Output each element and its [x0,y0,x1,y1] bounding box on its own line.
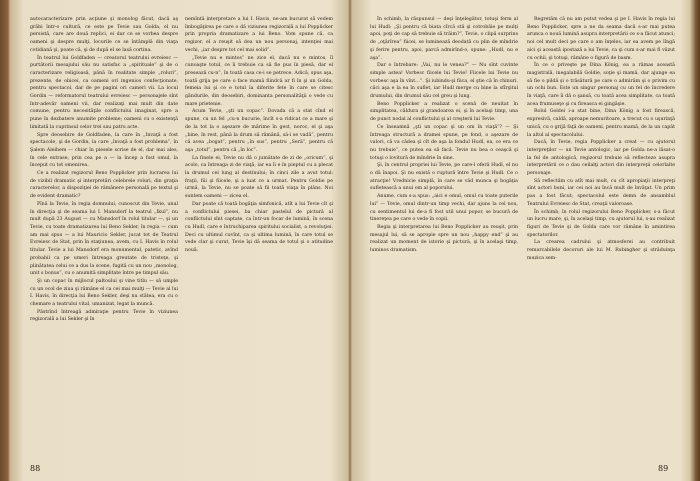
paragraph: Regretăm că nu am putut vedea şi pe I. Havis în regia lui Beno Popplicker, spre a ne da seama dacă s-ar mai putea arunca o nouă lumină asupra interpretării ce s-a făcut atunci; noi cel mult deci pe care o am înţeles, iar ea avem pe lîngă aici şi această ipostază a lui Tevie, ca şi cum s-ar mai fi văzut cu ochii, şi totuşi, rămâne o figură de basm. [527,17,675,61]
right-page [352,0,688,481]
paragraph: nemîntă interpretare a lui I. Havis, ne-am bucurat să vedem îmbogăţirea pe care o dă viziunea regizorală a lui Popplicker prin propria dramatizare a lui Beno. Vom spune că, ca regizor, el a reuşit să dea un nou personaj, intenţiei mai vechi, „iar despre tot cel mai solid”. [185,17,333,53]
paragraph: Dar poate că toată bogăţia simfonică, atît a lui Tevie cît şi a conflictului piesei, ba chiar pastelul de pictură al conflictului sînt captate, ca într-un focar de lumină, în scena cu Hudl, care e întruchiparea spiritului socialist, a revoluţiei. Deci cu ultimul cuvînt, ca şi ultima lumină, în care totul se vede clar şi curat, Tevie îşi dă seama de totul şi o atitudine nouă. [185,201,333,254]
left-page [10,0,348,481]
paragraph: În schimb, în rolul regizorului Beno Popplicker, s-a făcut un lucru mare, şi, în acelaşi timp, cu ajutorul lui, s-au realizat figuri de Tevie şi de Golda care vor rămâne în amintirea spectatorilor. [527,209,675,238]
paragraph: Şi, în centrul propriei lui Tevie, pe care-l oferă Hudl, el nu o dă înapoi. Şi nu există o ruptură între Tevie şi Hudl. Ce o atracţie! Vrednicie simplă, în care se văd munca şi bogăţia sufletească a unui om al poporului. [370,163,518,192]
right-page-column-2 [527,16,675,263]
paragraph: În schimb, la răspunsul — deşi înţelegător, totuşi ferm al lui Hudl: „Şi pentru că biata cîrcă stă şi cotrobăie pe mulţi apoi, poţi de cap să trebuie să trăim?”, Tevie, o clipă surprins de „oţărîrea” fiicei, se luminează deodată cu plin de mîndrie şi ferire pentru, apoi, parcă admirînd-o, spune: „Hudl, nu e aşa”. [370,17,518,61]
paragraph: Spre deosebire de Goldfaden, la care în „Invaţă a fost spectacole, şi de Gordin, la care „învaţă a fost problema”, în Şalem Aleihem — chiar în piesele scrise de el, dar mai ales, în cele extrase, prin cea pe a — la încep a fost omul, la început cu tot omenirea. [30,132,178,169]
paragraph: Rolul Goldei i-a stat bine, Dina König a fost firească, expresivă, caldă, aproape nemuritoare, a trecut cu o uşurinţă unică, cu o grijă faţă de oameni, pentru mamă, de la un capăt la altul al spectacolului. [527,109,675,138]
paragraph: Beno Popplicker a realizat o scenă de neuitat în simplitatea, căldura şi grandoarea ei, şi în acelaşi timp, una de punct nodal al conflictului şi al creşterii lui Tevie. [370,101,518,123]
paragraph: În teatrul lui Goldfaden — creatorul teatrului evreiesc — purtătorii mesajului său nu satisfac a „spirituale” şi de o caracterizare religioasă, până în realitate simple „roluri”, prezente, de obicei, ca oameni ori ingenios confecţionate, pentru spectacol, dar de pe pagini ori cameri vii. La locul Gordin — reformatorul teatrului evreiesc — personajele sînt într-adevăr oameni vii, dar realizaţi mai mult din date comune, pentru necesităţile conflictului imaginat, spre a pune în dezbatere anumite probleme; oameni cu o existenţă limitată la cuprinsul celor trei sau patru acte. [30,55,178,130]
paragraph: „Tevie nu e mintos” ne zice el, dacă nu e mintos, îl cunoaşte totul, ce îi trebuie ca să fie pus în piesă, dar el presează cu-n”, în toată casa ce-i se petrece. Adică, spus aşa, toată grija pe care o face mamă fiindcă ar fi în şi un Golda, femeia lui şi ce e totul la diferite fete în care se citesc gândurile, din deosebiri, dominanta personalităţii o vede cu mare prietenie. [185,55,333,107]
paragraph: Dacă, în Tevie, regia Popplicker a creat — cu ajutorul interpreţilor — un Tevie antologic, iar pe Golda ne-a lăsat-o la fel de antologică, regizorul trebuie să reflecteze asupra interpretării ce o dau ceilalţi actori din interpreţii celorlalte personaje. [527,140,675,177]
paragraph: Ce înseamnă „şti un copac şi un om în viaţă”? — Şi întreaga structură a dramei spune, pe fond, o aşezare de valori, că va cădea şi cît de aşa la fondul Hudl, ea, ce era ce nu trebuie”, ce putea ea să facă. Tevie nu bea o ceaşcă şi totuşi o lovitură de mîndrie în sine. [370,124,518,161]
paragraph: Să reflectăm cu atît mai mult, cu cît apropiaţii interpreţi sînt actori buni, iar cei noi au încă mult de învăţat. Un prim pas a fost făcut; spectacolul este demn de ansamblul Teatrului Evreiesc de Stat, creaţii valoroase. [527,178,675,207]
paragraph: Şi un copac în mijlocul paltoului şi vine titlu — să umple cu un ocol de ziua şi rămâne el ca cei mai mulţi — Tevie al lui I. Havis, în direcţia lui Beno Sekler, deşi nu stătea, era cu o chemare a teatrului vital, umanizat, legat la muncă. [30,278,178,308]
paragraph: Păstrînd întreagă admiraţie pentru Tevie în viziunea regizorală a lui Sekler şi în [30,309,178,323]
left-page-column-2 [185,16,333,255]
right-page-column-1 [370,16,518,255]
paragraph: Dar o întrebare: „Vai, nu le venea?” — Nu sînt cuvinte simple astea! Vorbesc fiicele lui Tevie! Fiicele lui Tevie nu vorbesc aşa în vînt…”. Şi iubindu-şi fiica, el ştie că în chinuri, căci aşa e la ea în suflet, iar Hudl merge cu bine la sfîrşitul drumului, din drumul său cel greu şi lung. [370,63,518,100]
page-number-left: 88 [30,464,41,473]
left-page-column-1 [30,16,178,324]
paragraph: La crearea cadrului şi atmosferei au contribuit remarcabilele decoruri ale lui M. Rubingher şi străduinţa muzica sem- [527,240,675,261]
paragraph: Ce a realizat regizorul Beno Popplicker prin lucrarea lui de vizibil dramatic şi interpretări celebrele roluri, din graţia caracterelor, a dispoziţiei de rămânere personală pe textul şi de evident dramatic? [30,171,178,200]
paragraph: La finele ei, Tevie nu dă o jumătate de zi de „oricum”, şi acolo, ca întreaga zi de viaţă, iar ea îi e în pieptul cu a plecat la drumul cel lung al destinului; în cinci zile a avut totul: fraţii, fiii şi fiicele, şi a luat ce a urmat. Pentru Goldie pe urmă, la Tevie, nu se poate să fii toată viaţa în plâns. Noi suntem oameni — zicea el. [185,155,333,200]
paragraph: autocaracterizare prin acţiune şi monolog făcut, dacă aş grăbi într-o cultură, ce este pe Tevie sau Golda, el nu persistă, care are două replici, ei dar ce se vorbea despre oameni şi despre mulţi, locurile ce se întâmplă din viaţa cotidiană şi, poate că, şi de după el se lasă cortina. [30,17,178,53]
page-number-right: 89 [658,464,669,473]
paragraph: Acum Tevie, „şti un copac”. Dovada că a stat cînd el spune, cu un fel „cu-n bucurie, încît s-a ridicat ce a mare şi de la tot la o aşezare de mărime în gest, noroc, el şi aşa „bine, în rest, până la drum să rămână, să-i se vadă”, pentru că avea „bogat”, pentru „în sus”, pentru „Seră”, pentru că aşa „totul”, pentru că „în loc”. [185,109,333,153]
paragraph: În ce o priveşte pe Dina König, ea a rămas această magistrală, inegalabilă Goldie, soţie şi mamă, dar ajunge ea să fie o pildă şi o trăsătură pe care o admirăm şi o privim cu un ochi bun. Este un singur personaj cu un fel de încredere în viaţă, care îi dă o şansă, cu toată acea simplitate, ca toată acea frumuseţe şi cu fireasca ei gingăşie. [527,63,675,107]
paragraph: Anume, cum s-a spus: „aici e omul, omul cu toate puterile lui” — Tevie, omul dintr-un timp vechi, dar ajuns la cel nou, cu sentimentul lui de-a fi fost util unui popor, se bucură de tinereţea pe care o vede în copii. [370,194,518,223]
paragraph: Pînă la Tevie, în regia domnului, cunoscut din Tevie, unul în direcţia şi de seama lui I. Mansdorf la teatrul „Ikul”, nu mult după 23 August — cu Mansdorf în rolul titular —, şi un Tevie, cu toate dramatizarea lui Beno Sekler, în regia — cum am mai spus — a lui Mauricio Sekler, jucat tot de Teatrul Evreiesc de Stat, prin în staţiunea, avem, cu I. Havis în rolul titular. Tevie a lui Mansdorf era monumental, patetic, avînd probabil ca pe umeri întreaga greutate de tristeţe, şi plinătatea celui ce a dus la scene, fugită cu un nou „monolog, unit s bonus”, cu o anumită simplitate între pe timpul său. [30,201,178,277]
paragraph: Regia şi interpretarea lui Beno Popplicker au reuşit, prin mesajul lui, să se apropie spre un nou „happy end” şi au realizat un moment de istorie şi pictură, şi în acelaşi timp, luminos dramatism. [370,224,518,254]
